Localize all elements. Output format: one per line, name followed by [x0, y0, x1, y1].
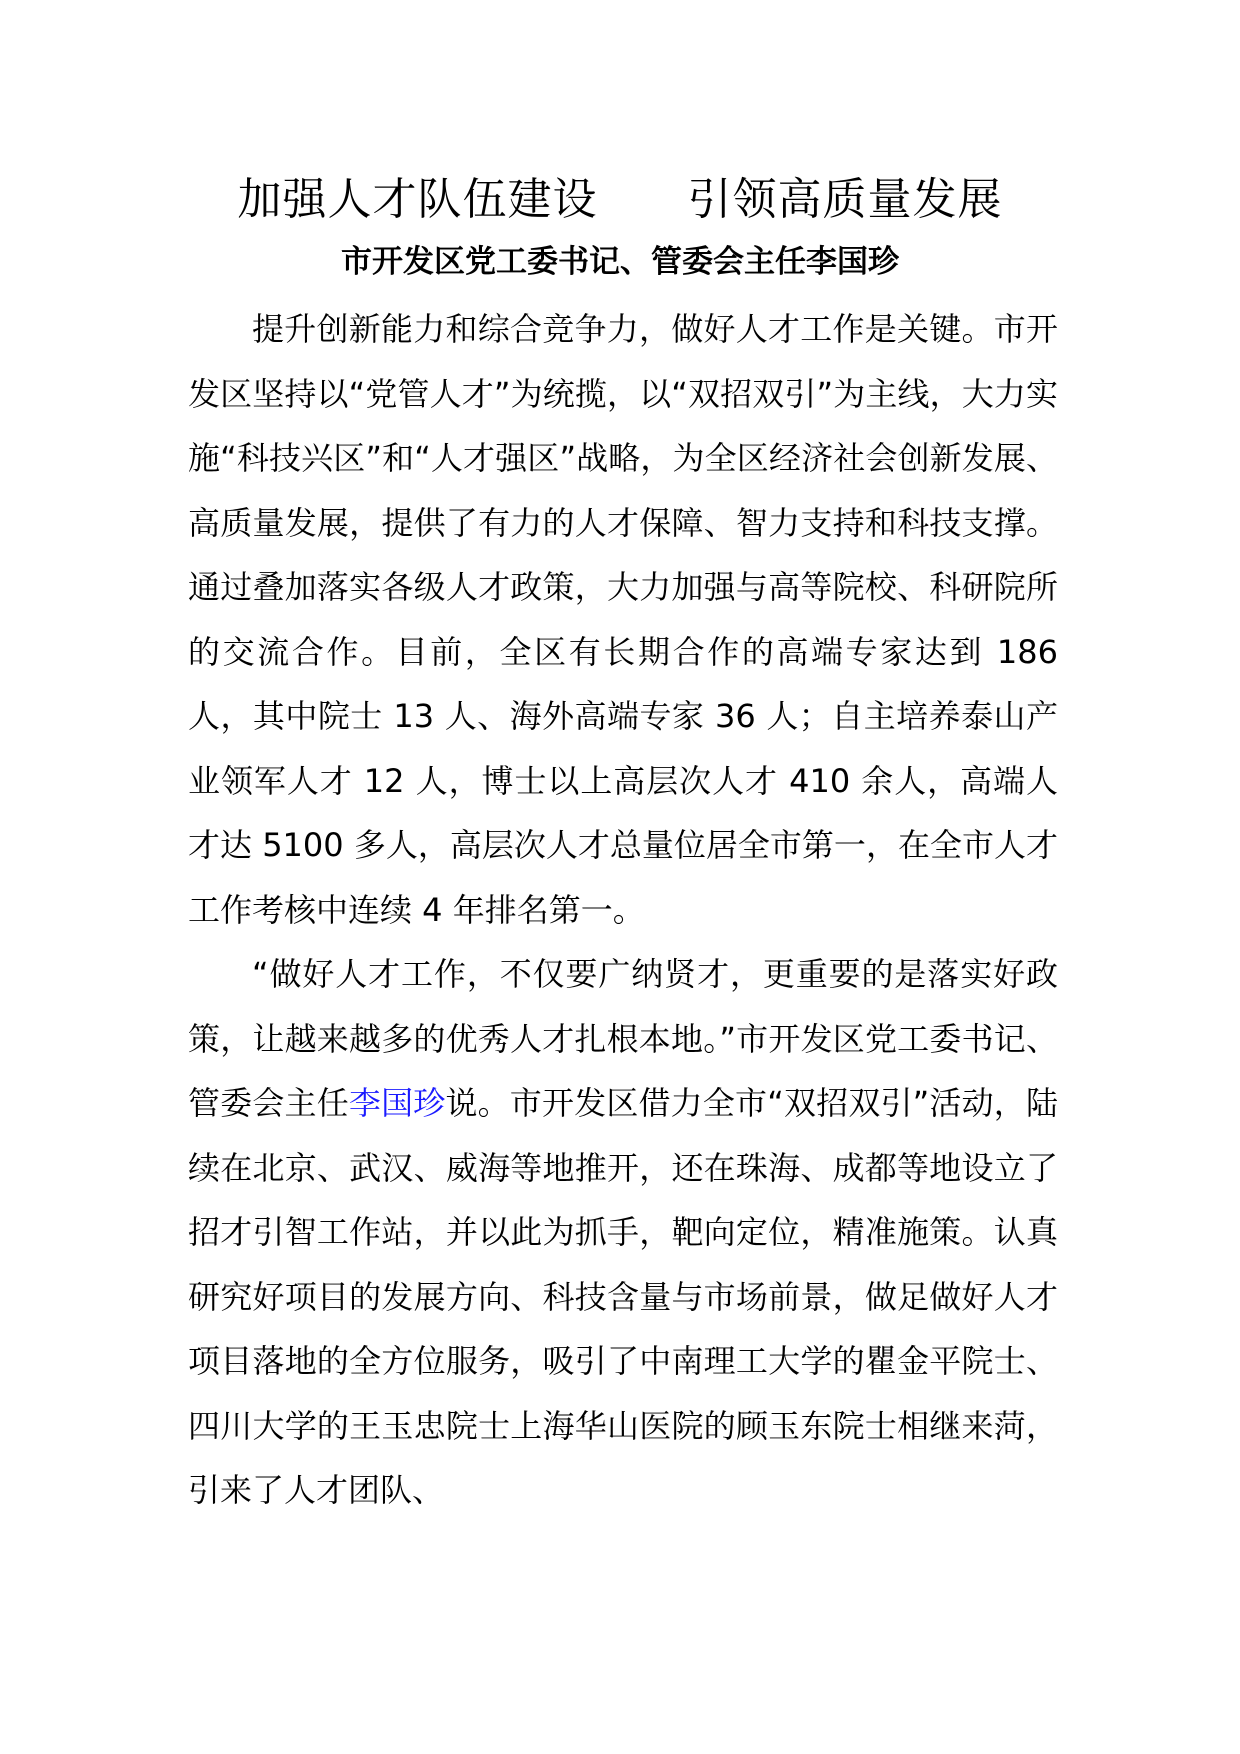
- document-subtitle: 市开发区党工委书记、管委会主任李国珍: [341, 244, 899, 280]
- paragraph-2-text-before: “做好人才工作，不仅要广纳贤才，更重要的是落实好政策，让越来越多的优秀人才扎根本地。”市开发区党工委书记、管委会主任: [188, 955, 1058, 1122]
- paragraph-2-text-after: 说。市开发区借力全市“双招双引”活动，陆续在北京、武汉、威海等地推开，还在珠海、成都等地设立了招才引智工作站，并以此为抓手，靶向定位，精准施策。认真研究好项目的发展方向、科技含量与市场前景，做足做好人才项目落地的全方位服务，吸引了中南理工大学的瞿金平院士、四川大学的王玉忠院士上海华山医院的顾玉东院士相继来菏，引来了人才团队、: [188, 1084, 1058, 1509]
- person-name-link[interactable]: 李国珍: [348, 1084, 446, 1122]
- document-body: [188, 297, 1058, 1523]
- paragraph-2: [188, 942, 1058, 1523]
- document-title: 加强人才队伍建设 引领高质量发展: [237, 174, 1003, 225]
- paragraph-1: 提升创新能力和综合竞争力，做好人才工作是关键。市开发区坚持以“党管人才”为统揽，以“双招双引”为主线，大力实施“科技兴区”和“人才强区”战略，为全区经济社会创新发展、高质量发展，提供了有力的人才保障、智力支持和科技支撑。通过叠加落实各级人才政策，大力加强与高等院校、科研院所的交流合作。目前，全区有长期合作的高端专家达到 186 人，其中院士 13 人、海外高端专家 36 人；自主培养泰山产业领军人才 12 人，博士以上高层次人才 410 余人，高端人才达 5100 多人，高层次人才总量位居全市第一，在全市人才工作考核中连续 4 年排名第一。: [188, 310, 1058, 929]
